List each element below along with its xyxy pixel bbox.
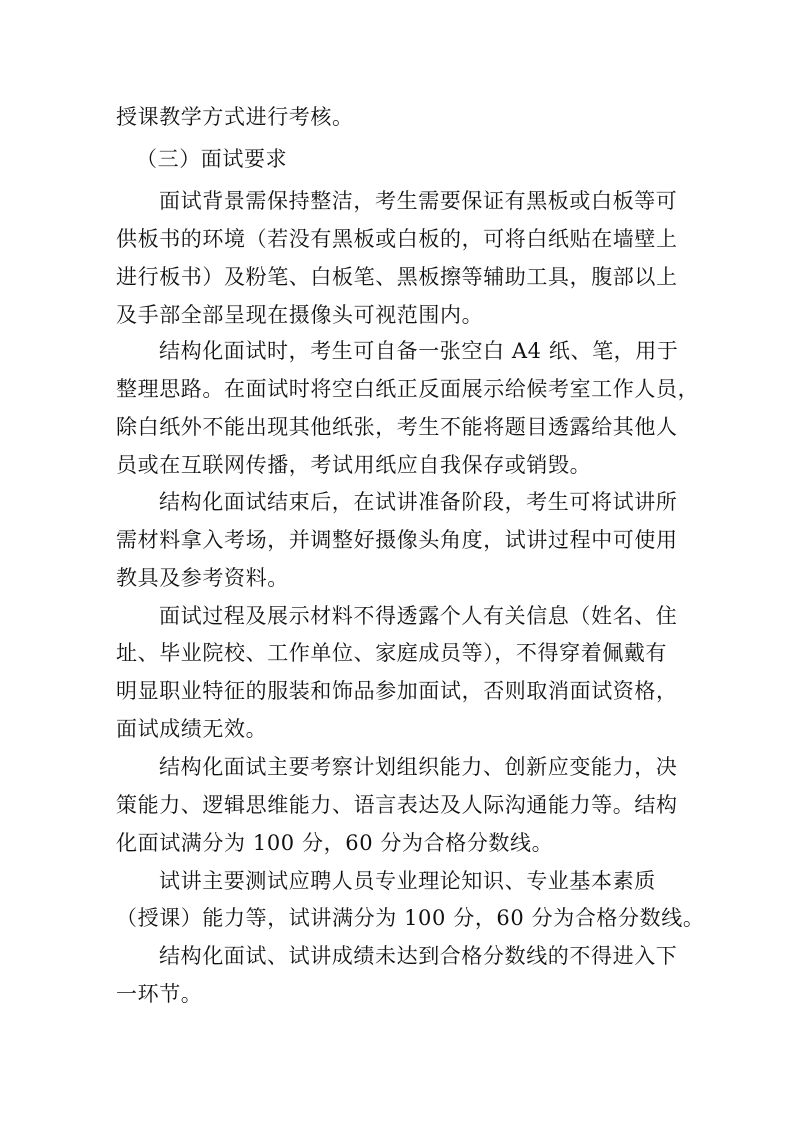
text-line: 及手部全部呈现在摄像头可视范围内。 <box>116 303 484 327</box>
text-line: 结构化面试结束后，在试讲准备阶段，考生可将试讲所 <box>159 490 678 514</box>
text-line: 教具及参考资料。 <box>116 566 289 590</box>
text-line: （授课）能力等，试讲满分为 100 分，60 分为合格分数线。 <box>116 906 705 930</box>
text-line: 面试成绩无效。 <box>116 717 268 741</box>
text-line: 结构化面试时，考生可自备一张空白 A4 纸、笔，用于 <box>159 339 679 363</box>
text-line: 面试背景需保持整洁，考生需要保证有黑板或白板等可 <box>159 189 678 213</box>
text-line: 面试过程及展示材料不得透露个人有关信息（姓名、住 <box>159 604 678 628</box>
text-line: 址、毕业院校、工作单位、家庭成员等），不得穿着佩戴有 <box>116 641 668 665</box>
text-line: 策能力、逻辑思维能力、语言表达及人际沟通能力等。结构 <box>116 793 678 817</box>
text-line: 试讲主要测试应聘人员专业理论知识、专业基本素质 <box>159 869 656 893</box>
section-heading: （三）面试要求 <box>136 147 288 171</box>
text-line: 授课教学方式进行考核。 <box>116 105 354 129</box>
text-line: 结构化面试、试讲成绩未达到合格分数线的不得进入下 <box>159 944 678 968</box>
text-line: 一环节。 <box>116 982 203 1006</box>
text-line: 明显职业特征的服装和饰品参加面试，否则取消面试资格， <box>116 679 678 703</box>
text-line: 需材料拿入考场，并调整好摄像头角度，试讲过程中可使用 <box>116 528 678 552</box>
text-line: 供板书的环境（若没有黑板或白板的，可将白纸贴在墙壁上 <box>116 227 678 251</box>
text-line: 化面试满分为 100 分，60 分为合格分数线。 <box>116 831 554 855</box>
text-line: 进行板书）及粉笔、白板笔、黑板擦等辅助工具，腹部以上 <box>116 265 678 289</box>
text-line: 除白纸外不能出现其他纸张，考生不能将题目透露给其他人 <box>116 415 678 439</box>
text-line: 结构化面试主要考察计划组织能力、创新应变能力，决 <box>159 755 678 779</box>
text-line: 整理思路。在面试时将空白纸正反面展示给候考室工作人员， <box>116 377 700 401</box>
text-line: 员或在互联网传播，考试用纸应自我保存或销毁。 <box>116 453 592 477</box>
